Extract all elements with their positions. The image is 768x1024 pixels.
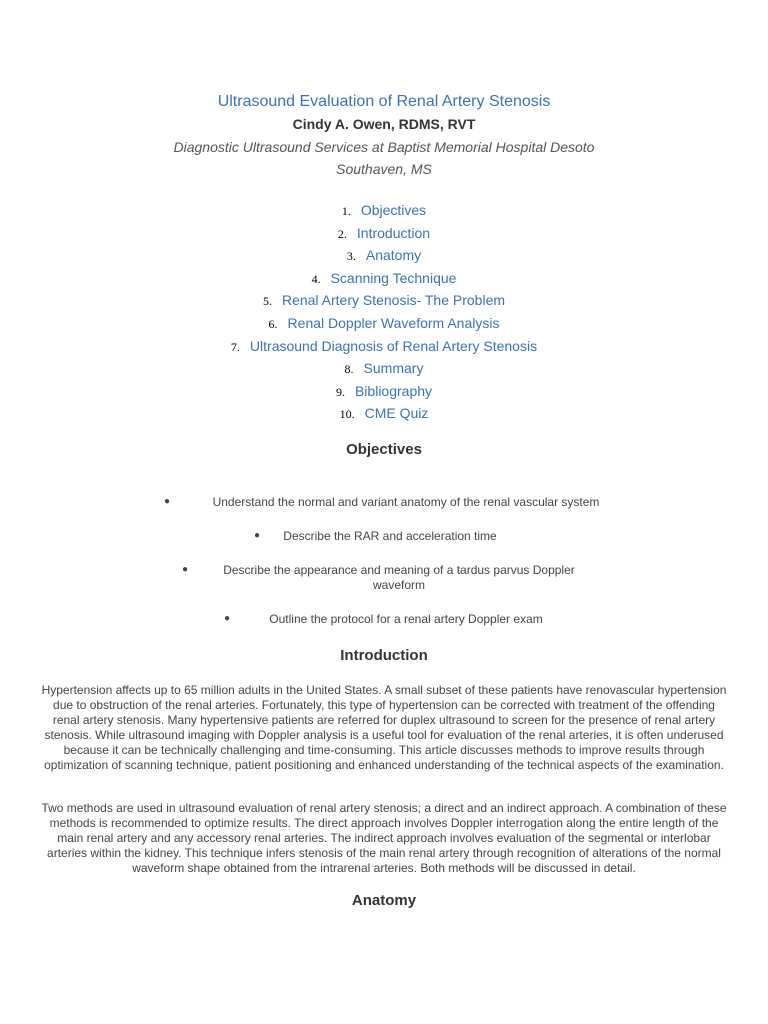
toc-item-summary [0, 357, 768, 380]
toc-number: 10. [339, 407, 355, 422]
toc-item-objectives [0, 199, 768, 222]
objective-text: Describe the RAR and acceleration time [283, 529, 497, 543]
toc-number: 8. [344, 362, 354, 377]
toc-link-bibliography[interactable]: Bibliography [354, 382, 433, 399]
introduction-heading: Introduction [340, 647, 428, 664]
toc-number: 4. [311, 271, 321, 286]
objective-text: Outline the protocol for a renal artery Doppler exam [269, 612, 543, 626]
toc-item-bibliography [0, 380, 768, 403]
toc-number: 6. [268, 316, 278, 331]
toc-item-scanning-technique [0, 267, 768, 290]
bullet-icon: ● [164, 496, 171, 507]
toc-item-doppler-waveform-analysis [0, 312, 768, 335]
anatomy-heading: Anatomy [351, 892, 417, 909]
toc-link-ultrasound-diagnosis[interactable]: Ultrasound Diagnosis of Renal Artery Stenosis [249, 337, 538, 354]
toc-link-summary[interactable]: Summary [363, 360, 424, 377]
intro-paragraph-2: Two methods are used in ultrasound evaluation of renal artery stenosis; a direct and an indirect approach. A combination of these methods is recommended to optimize results. The direct approach involves Doppler interrogation along the entire length of the main renal artery and any accessory renal arteries. The indirect approach involves evaluation of the segmental or interlobar arteries within the kidney. This technique infers stenosis of the main renal artery through recognition of alterations of the normal waveform shape obtained from the intrarenal arteries. Both methods will be discussed in detail. [41, 801, 727, 875]
bullet-icon: ● [254, 530, 261, 541]
toc-item-anatomy [0, 244, 768, 267]
toc-number: 7. [230, 339, 240, 354]
objective-text: Describe the appearance and meaning of a tardus parvus Doppler waveform [223, 563, 575, 592]
toc-link-cme-quiz[interactable]: CME Quiz [364, 405, 429, 422]
author-line: Cindy A. Owen, RDMS, RVT [292, 116, 476, 132]
bullet-icon: ● [182, 564, 189, 575]
bullet-icon: ● [224, 613, 231, 624]
toc-link-objectives[interactable]: Objectives [360, 202, 427, 218]
toc-link-anatomy[interactable]: Anatomy [365, 247, 422, 264]
objectives-heading: Objectives [346, 441, 422, 458]
toc-number: 2. [337, 226, 347, 241]
toc-item-renal-artery-stenosis-problem [0, 289, 768, 312]
affiliation-line-2: Southaven, MS [336, 161, 432, 177]
toc-number: 9. [335, 384, 345, 399]
toc-item-introduction [0, 222, 768, 245]
affiliation-line-1: Diagnostic Ultrasound Services at Baptist Memorial Hospital Desoto [173, 139, 595, 155]
toc-item-ultrasound-diagnosis [0, 335, 768, 358]
toc-number: 5. [262, 294, 272, 309]
table-of-contents [0, 199, 768, 425]
toc-number: 3. [346, 249, 356, 264]
toc-link-introduction[interactable]: Introduction [356, 224, 431, 241]
intro-paragraph-1: Hypertension affects up to 65 million adults in the United States. A small subset of these patients have renovascular hypertension due to obstruction of the renal arteries. Fortunately, this type of hypertension can be corrected with treatment of the offending renal artery stenosis. Many hypertensive patients are referred for duplex ultrasound to screen for the presence of renal artery stenosis. While ultrasound imaging with Doppler analysis is a useful tool for evaluation of the renal arteries, it is often underused because it can be technically challenging and time-consuming. This article discusses methods to improve results through optimization of scanning technique, patient positioning and enhanced understanding of the technical aspects of the examination. [41, 683, 727, 772]
toc-link-doppler-waveform-analysis[interactable]: Renal Doppler Waveform Analysis [287, 314, 500, 331]
toc-number: 1. [341, 204, 351, 218]
toc-link-renal-artery-stenosis-problem[interactable]: Renal Artery Stenosis- The Problem [281, 292, 506, 309]
toc-item-cme-quiz [0, 402, 768, 425]
objective-text: Understand the normal and variant anatomy of the renal vascular system [212, 495, 600, 509]
document-title: Ultrasound Evaluation of Renal Artery Stenosis [217, 93, 551, 110]
toc-link-scanning-technique[interactable]: Scanning Technique [330, 269, 457, 286]
